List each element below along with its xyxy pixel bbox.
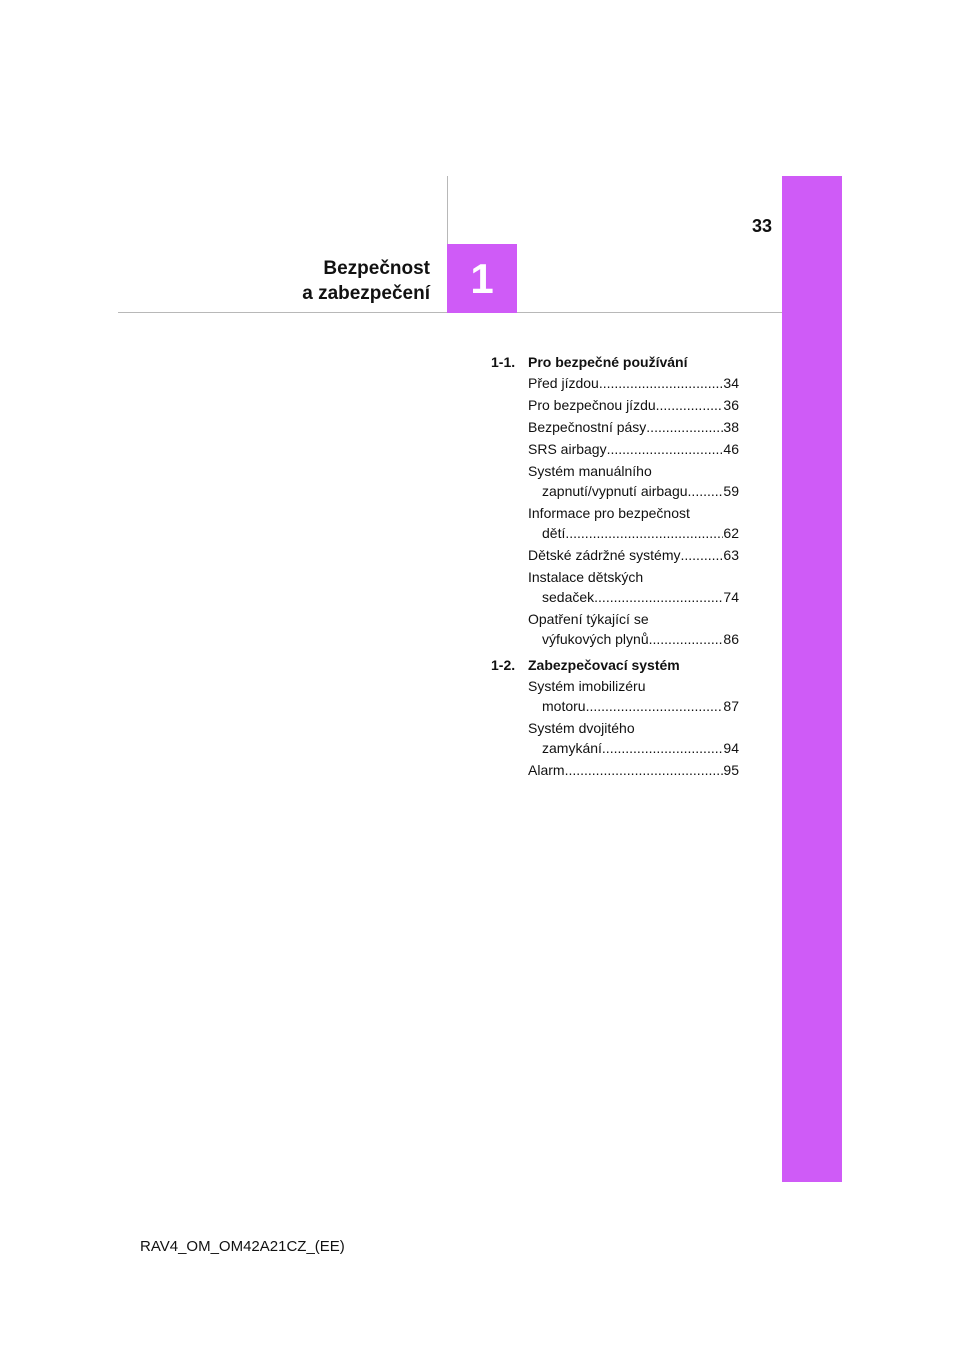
toc-entry[interactable] [528, 503, 739, 543]
toc-entry-text: sedaček [542, 589, 595, 605]
chapter-number-box [447, 244, 517, 313]
toc-entry-row [528, 738, 739, 758]
toc-page-number: 86 [723, 631, 739, 647]
toc-entry-text: zamykání [542, 740, 602, 756]
toc-entry-row [528, 629, 739, 649]
toc-entry-text: Dětské zádržné systémy [528, 547, 681, 563]
toc-entry[interactable] [528, 676, 739, 716]
dot-leader [646, 417, 723, 437]
toc-entry[interactable] [528, 545, 739, 565]
section-number: 1-1. [491, 354, 516, 370]
toc-page-number: 74 [723, 589, 739, 605]
chapter-title-line2: a zabezpečení [302, 283, 430, 304]
toc-section-heading [491, 352, 739, 373]
toc-entry-title-line: Instalace dětských [528, 569, 644, 585]
dot-leader [681, 545, 724, 565]
footer-code: RAV4_OM_OM42A21CZ_(EE) [140, 1238, 345, 1255]
section-title: Zabezpečovací systém [528, 657, 680, 673]
toc-entry-title-line: Opatření týkající se [528, 611, 649, 627]
toc-entry[interactable] [528, 461, 739, 501]
toc-entry-row [528, 439, 739, 459]
toc-page-number: 38 [723, 419, 739, 435]
dot-leader [649, 629, 724, 649]
toc-entry[interactable] [528, 609, 739, 649]
toc-entry-row [528, 481, 739, 501]
chapter-title [200, 256, 430, 306]
section-number: 1-2. [491, 657, 516, 673]
toc-entry-text: zapnutí/vypnutí airbagu [542, 483, 688, 499]
dot-leader [607, 439, 724, 459]
toc-page-number: 62 [723, 525, 739, 541]
chapter-number: 1 [470, 254, 494, 302]
toc-entry-text: motoru [542, 698, 586, 714]
page-number: 33 [751, 216, 772, 236]
toc-entries [491, 373, 739, 649]
dot-leader [602, 738, 724, 758]
dot-leader [599, 373, 724, 393]
toc-entry-text: dětí [542, 525, 566, 541]
toc-section-heading [491, 655, 739, 676]
dot-leader [586, 696, 724, 716]
toc-entry-row [528, 395, 739, 415]
toc-entry-title-line: Systém imobilizéru [528, 678, 646, 694]
toc-entry-row [528, 373, 739, 393]
toc-page-number: 36 [723, 397, 739, 413]
toc-entry-row [528, 696, 739, 716]
toc-entry-row [528, 417, 739, 437]
toc-page-number: 95 [723, 762, 739, 778]
toc-page-number: 59 [723, 483, 739, 499]
toc-entry-row [528, 760, 739, 780]
toc-page-number: 34 [723, 375, 739, 391]
toc-page-number: 63 [723, 547, 739, 563]
toc-page-number: 46 [723, 441, 739, 457]
toc-entry-title-line: Systém dvojitého [528, 720, 635, 736]
toc-entry[interactable] [528, 718, 739, 758]
side-chapter-tab [782, 176, 842, 1182]
toc-entry[interactable] [528, 373, 739, 393]
toc-page-number: 87 [723, 698, 739, 714]
toc-entry[interactable] [528, 439, 739, 459]
dot-leader [565, 523, 723, 543]
toc-entry-text: Před jízdou [528, 375, 599, 391]
toc-entries [491, 676, 739, 780]
dot-leader [565, 760, 724, 780]
toc-entry-text: Alarm [528, 762, 565, 778]
toc-entry-text: SRS airbagy [528, 441, 607, 457]
dot-leader [594, 587, 723, 607]
toc-entry[interactable] [528, 395, 739, 415]
toc-entry-row [528, 545, 739, 565]
dot-leader [656, 395, 724, 415]
toc-entry-text: výfukových plynů [542, 631, 649, 647]
toc-entry[interactable] [528, 760, 739, 780]
toc-entry-text: Bezpečnostní pásy [528, 419, 647, 435]
chapter-title-line1: Bezpečnost [323, 258, 430, 279]
toc-entry-title-line: Informace pro bezpečnost [528, 505, 690, 521]
toc-entry[interactable] [528, 417, 739, 437]
toc-entry-text: Pro bezpečnou jízdu [528, 397, 656, 413]
table-of-contents [491, 352, 739, 782]
toc-page-number: 94 [723, 740, 739, 756]
toc-entry-title-line: Systém manuálního [528, 463, 652, 479]
dot-leader [688, 481, 724, 501]
section-title: Pro bezpečné používání [528, 354, 688, 370]
toc-entry-row [528, 587, 739, 607]
header-vertical-rule [447, 176, 448, 244]
toc-entry[interactable] [528, 567, 739, 607]
toc-entry-row [528, 523, 739, 543]
